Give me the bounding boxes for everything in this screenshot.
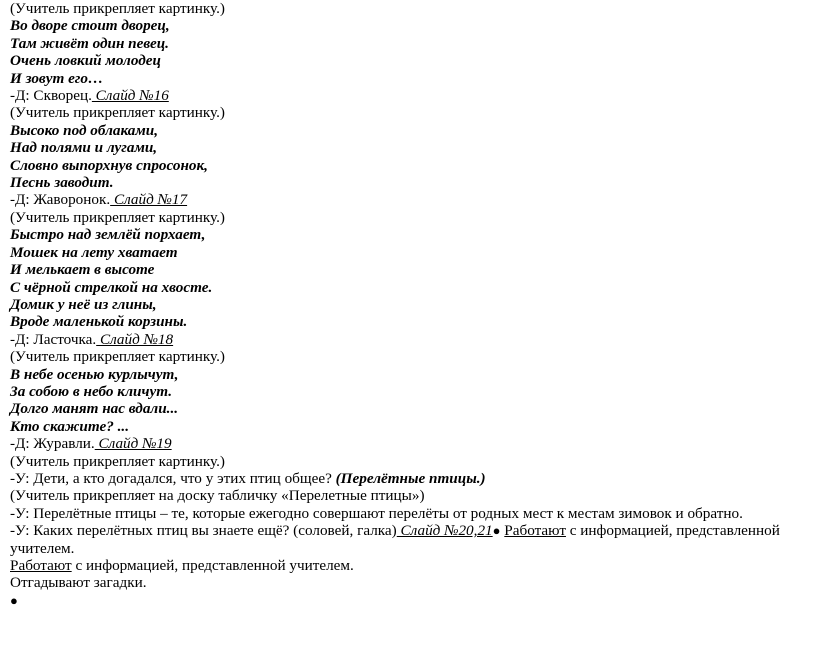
work-text: с информацией, представленной учителем. [71,557,354,574]
answer-text: -Д: Скворец. [10,87,92,105]
children-answer-line [10,87,816,104]
teacher-action-line: (Учитель прикрепляет картинку.) [10,208,225,226]
teacher-note: (Учитель прикрепляет на доску табличку «Перелетные птицы») [10,487,425,505]
answer-text: -Д: Журавли. [10,435,95,453]
riddle-verse-line: Песнь заводит. [10,174,114,192]
teacher-action-line: (Учитель прикрепляет картинку.) [10,0,225,17]
children-answer-line [10,191,816,208]
question-text: -У: Дети, а кто догадался, что у этих птиц общее? [10,469,336,487]
riddle-verse-line: Там живёт один певец. [10,34,169,52]
riddle-verse-line: И мелькает в высоте [10,261,155,279]
riddle-verse-line: Во дворе стоит дворец, [10,17,170,35]
teacher-action-line: (Учитель прикрепляет картинку.) [10,104,225,122]
riddle-verse-line: В небе осенью курлычут, [10,365,179,383]
slide-link[interactable]: Слайд №16 [91,87,169,105]
slide-link[interactable]: Слайд №20,21 [396,522,493,540]
riddle-verse-line: Высоко под облаками, [10,121,159,139]
answer-text: -Д: Ласточка. [10,330,97,348]
children-answer-line [10,435,816,452]
question-answer: (Перелётные птицы.) [335,469,486,487]
work-link[interactable]: Работают [10,557,72,574]
riddle-verse-line: Мошек на лету хватает [10,243,178,261]
work-line [10,557,816,574]
bullet-icon: ● [10,592,18,608]
lesson-text-block [10,0,816,470]
question-text: -У: Каких перелётных птиц вы знаете ещё? (соловей, галка) [10,522,397,540]
riddle-verse-line: Домик у неё из глины, [10,295,157,313]
slide-link[interactable]: Слайд №17 [110,191,188,209]
statement-line: -У: Перелётные птицы – те, которые ежегодно совершают перелёты от родных мест к местам зимовок и обратно. [10,504,743,522]
riddle-verse-line: Вроде маленькой корзины. [10,313,188,331]
riddle-verse-line: За собою в небо кличут. [10,382,173,400]
slide-link[interactable]: Слайд №18 [96,330,174,348]
answer-text: -Д: Жаворонок. [10,191,111,209]
question-common-feature [10,470,816,487]
riddles-line: Отгадывают загадки. [10,574,147,592]
riddle-verse-line: И зовут его… [10,69,104,87]
bullet-icon: ● [492,523,501,539]
teacher-action-line: (Учитель прикрепляет картинку.) [10,348,225,366]
riddle-verse-line: Долго манят нас вдали... [10,400,179,418]
riddle-verse-line: Быстро над землёй порхает, [10,226,206,244]
riddle-verse-line: С чёрной стрелкой на хвосте. [10,278,213,296]
riddle-verse-line: Кто скажите? ... [10,417,130,435]
question-other-birds [10,522,810,557]
slide-link[interactable]: Слайд №19 [94,435,172,453]
work-link[interactable]: Работают [504,522,566,540]
teacher-action-line: (Учитель прикрепляет картинку.) [10,452,225,470]
riddle-verse-line: Словно выпорхнув спросонок, [10,156,208,174]
riddle-verse-line: Очень ловкий молодец [10,52,161,70]
riddle-verse-line: Над полями и лугами, [10,139,158,157]
children-answer-line [10,331,816,348]
work-text: с информацией, представленной учителем. [10,522,780,557]
